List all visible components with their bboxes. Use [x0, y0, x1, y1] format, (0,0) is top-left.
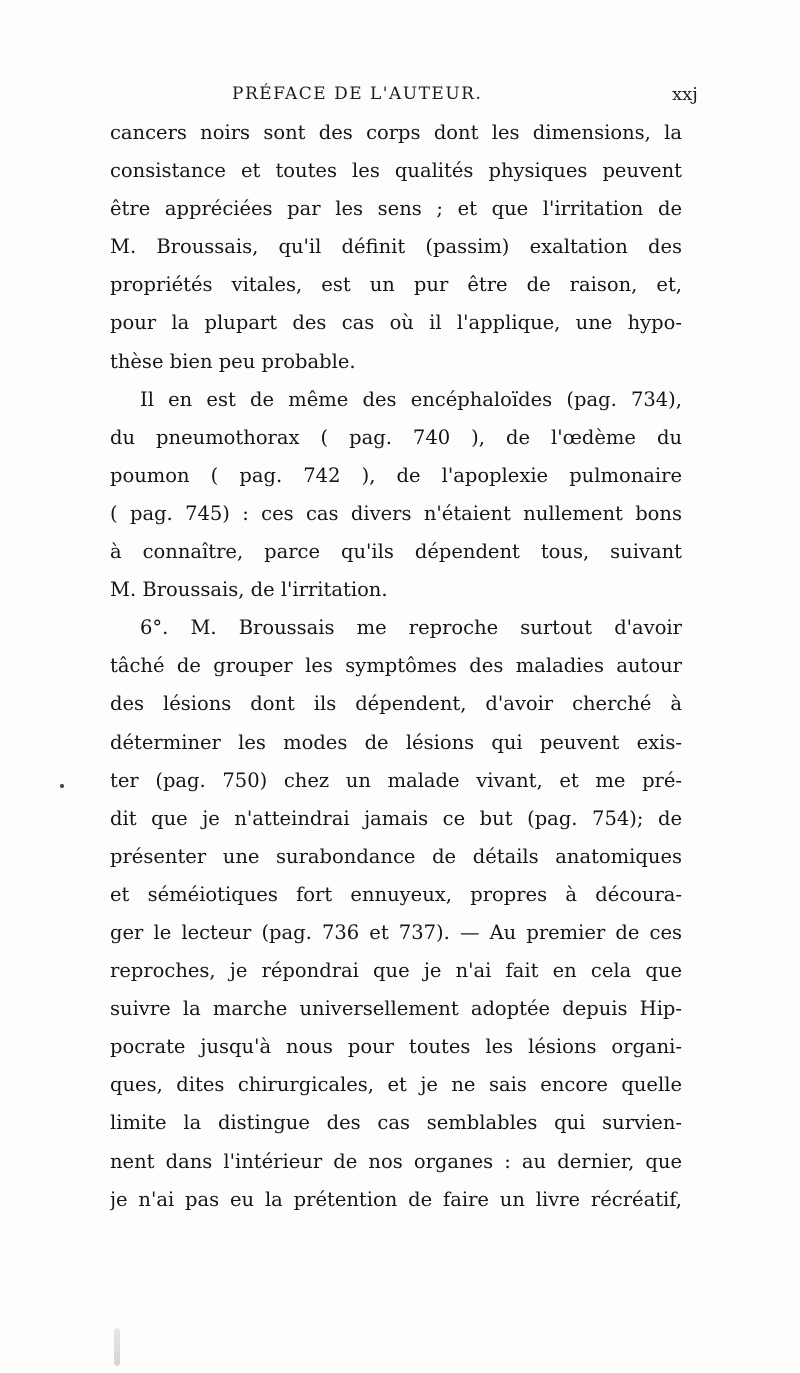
text-line: ter (pag. 750) chez un malade vivant, et me pré- — [110, 768, 682, 792]
text-line: poumon ( pag. 742 ), de l'apoplexie pulmonaire — [110, 463, 682, 487]
body-text — [110, 114, 682, 1219]
text-line: ger le lecteur (pag. 736 et 737). — Au premier de ces — [110, 920, 682, 944]
text-line: pocrate jusqu'à nous pour toutes les lésions organi- — [110, 1035, 682, 1059]
paragraph-start: Il en est de même des encéphaloïdes (pag. 734), — [140, 387, 682, 411]
text-line: propriétés vitales, est un pur être de raison, et, — [110, 273, 682, 297]
text-line: tâché de grouper les symptômes des maladies autour — [110, 654, 682, 678]
text-line: suivre la marche universellement adoptée depuis Hip- — [110, 997, 682, 1021]
text-line: M. Broussais, de l'irritation. — [110, 578, 388, 602]
text-line: être appréciées par les sens ; et que l'irritation de — [110, 197, 682, 221]
text-line: je n'ai pas eu la prétention de faire un livre récréatif, — [110, 1187, 682, 1211]
text-line: consistance et toutes les qualités physiques peuvent — [110, 159, 682, 183]
scan-smudge — [114, 1328, 120, 1366]
text-line: limite la distingue des cas semblables qui survien- — [110, 1111, 682, 1135]
text-line: ques, dites chirurgicales, et je ne sais encore quelle — [110, 1073, 682, 1097]
text-line: nent dans l'intérieur de nos organes : au dernier, que — [110, 1149, 682, 1173]
text-line: déterminer les modes de lésions qui peuvent exis- — [110, 730, 682, 754]
text-line: thèse bien peu probable. — [110, 349, 356, 373]
running-title: PRÉFACE DE L'AUTEUR. — [232, 84, 483, 104]
text-line: du pneumothorax ( pag. 740 ), de l'œdème du — [110, 425, 682, 449]
text-line: M. Broussais, qu'il définit (passim) exaltation des — [110, 235, 682, 259]
running-head — [0, 84, 800, 110]
text-line: cancers noirs sont des corps dont les dimensions, la — [110, 121, 682, 144]
text-line: et séméiotiques fort ennuyeux, propres à découra- — [110, 882, 682, 906]
paragraph-start: 6°. M. Broussais me reproche surtout d'avoir — [140, 616, 682, 640]
text-line: pour la plupart des cas où il l'applique, une hypo- — [110, 311, 682, 335]
text-line: présenter une surabondance de détails anatomiques — [110, 844, 682, 868]
page-number: xxj — [672, 84, 698, 105]
text-line: dit que je n'atteindrai jamais ce but (pag. 754); de — [110, 806, 682, 830]
text-line: des lésions dont ils dépendent, d'avoir cherché à — [110, 692, 682, 716]
scan-speck — [60, 784, 64, 788]
text-line: à connaître, parce qu'ils dépendent tous, suivant — [110, 540, 682, 564]
text-line: reproches, je répondrai que je n'ai fait en cela que — [110, 959, 682, 983]
text-line: ( pag. 745) : ces cas divers n'étaient nullement bons — [110, 501, 682, 525]
